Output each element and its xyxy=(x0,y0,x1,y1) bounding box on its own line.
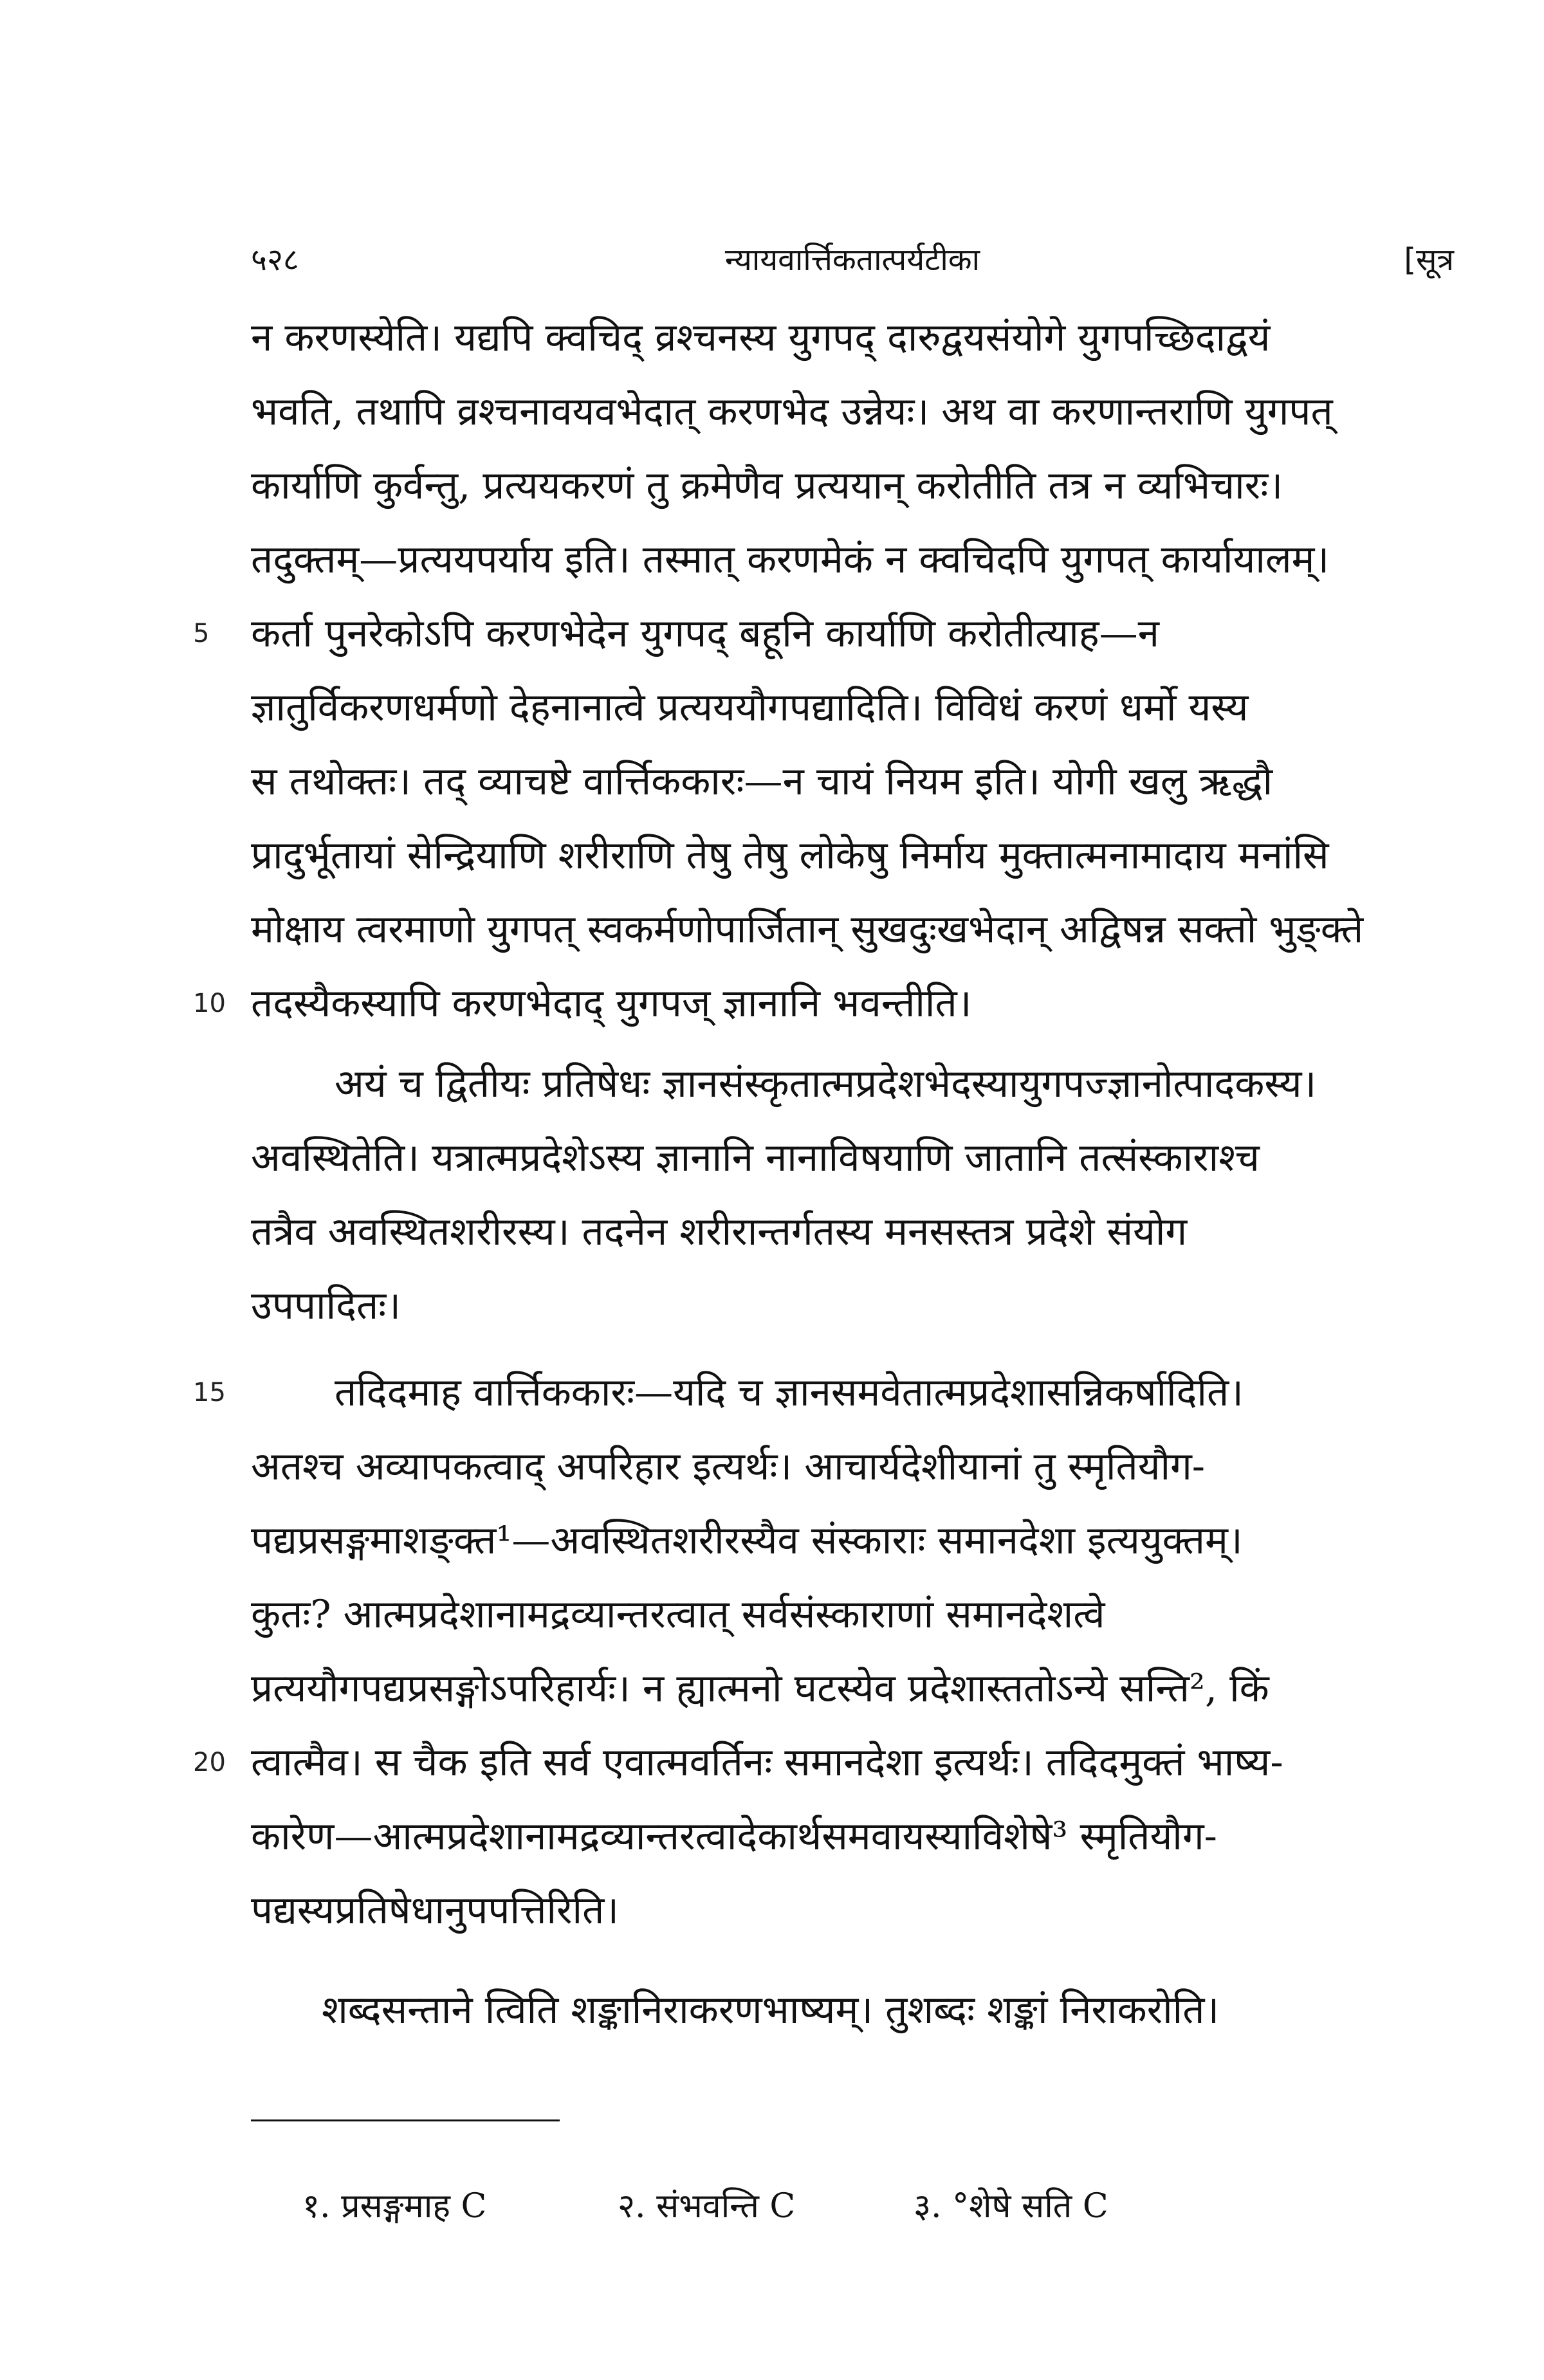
footnote: १. प्रसङ्गमाह C xyxy=(302,2187,487,2226)
text-line: अयं च द्वितीयः प्रतिषेधः ज्ञानसंस्कृतात्मप्रदेशभेदस्यायुगपज्ज्ञानोत्पादकस्य। xyxy=(335,1061,1317,1106)
text-line: कर्ता पुनरेकोऽपि करणभेदेन युगपद् बहूनि कार्याणि करोतीत्याह—न xyxy=(251,611,1159,656)
page-number: ५२८ xyxy=(251,242,299,278)
text-line: कार्याणि कुर्वन्तु, प्रत्ययकरणं तु क्रमेणैव प्रत्ययान् करोतीति तत्र न व्यभिचारः। xyxy=(251,463,1283,508)
text-line: कुतः? आत्मप्रदेशानामद्रव्यान्तरत्वात् सर्वसंस्काराणां समानदेशत्वे xyxy=(251,1592,1105,1637)
footnote: ३. °शेषे सति C xyxy=(914,2187,1108,2226)
text-line: न करणस्येति। यद्यपि क्वचिद् व्रश्चनस्य युगपद् दारुद्वयसंयोगे युगपच्छिदाद्वयं xyxy=(251,315,1271,360)
text-line: भवति, तथापि व्रश्चनावयवभेदात् करणभेद उन्नेयः। अथ वा करणान्तराणि युगपत् xyxy=(251,389,1333,434)
running-title: न्यायवार्त्तिकतात्पर्यटीका xyxy=(724,242,980,278)
text-line: कारेण—आत्मप्रदेशानामद्रव्यान्तरत्वादेकार्थसमवायस्याविशेषे³ स्मृतियौग- xyxy=(251,1814,1217,1859)
line-number: 20 xyxy=(193,1748,226,1777)
footnote-rule xyxy=(251,2119,560,2121)
text-line: ज्ञातुर्विकरणधर्मणो देहनानात्वे प्रत्यययौगपद्यादिति। विविधं करणं धर्मो यस्य xyxy=(251,685,1249,730)
text-line: तदिदमाह वार्त्तिककारः—यदि च ज्ञानसमवेतात्मप्रदेशासन्निकर्षादिति। xyxy=(335,1370,1244,1415)
section-marker: [सूत्र xyxy=(1404,242,1454,278)
line-number: 10 xyxy=(193,989,226,1018)
line-number: 15 xyxy=(193,1378,226,1407)
text-line: मोक्षाय त्वरमाणो युगपत् स्वकर्मणोपार्जितान् सुखदुःखभेदान् अद्विषन्न सक्तो भुङ्क्ते xyxy=(251,907,1364,952)
text-line: उपपादितः। xyxy=(251,1283,401,1328)
text-line: अवस्थितेति। यत्रात्मप्रदेशेऽस्य ज्ञानानि नानाविषयाणि जातानि तत्संस्काराश्च xyxy=(251,1135,1260,1180)
text-line: पद्यस्यप्रतिषेधानुपपत्तिरिति। xyxy=(251,1888,620,1933)
text-line: प्रादुर्भूतायां सेन्द्रियाणि शरीराणि तेषु तेषु लोकेषु निर्माय मुक्तात्मनामादाय मनांसि xyxy=(251,833,1329,878)
text-line: तदस्यैकस्यापि करणभेदाद् युगपज् ज्ञानानि भवन्तीति। xyxy=(251,981,972,1026)
text-line: शब्दसन्ताने त्विति शङ्कानिराकरणभाष्यम्। तुशब्दः शङ्कां निराकरोति। xyxy=(322,1988,1220,2033)
text-line: पद्यप्रसङ्गमाशङ्क्त¹—अवस्थितशरीरस्यैव संस्काराः समानदेशा इत्ययुक्तम्। xyxy=(251,1518,1243,1563)
page-header xyxy=(251,238,1454,289)
line-number: 5 xyxy=(193,619,210,648)
text-line: अतश्च अव्यापकत्वाद् अपरिहार इत्यर्थः। आचार्यदेशीयानां तु स्मृतियौग- xyxy=(251,1444,1206,1489)
text-line: स तथोक्तः। तद् व्याचष्टे वार्त्तिककारः—न चायं नियम इति। योगी खलु ऋद्धौ xyxy=(251,759,1273,804)
text-line: तत्रैव अवस्थितशरीरस्य। तदनेन शरीरान्तर्गतस्य मनसस्तत्र प्रदेशे संयोग xyxy=(251,1209,1188,1254)
text-line: तदुक्तम्—प्रत्ययपर्याय इति। तस्मात् करणमेकं न क्वचिदपि युगपत् कार्यायालम्। xyxy=(251,537,1330,582)
footnote: २. संभवन्ति C xyxy=(618,2187,796,2226)
text-line: प्रत्ययौगपद्यप्रसङ्गोऽपरिहार्यः। न ह्यात्मनो घटस्येव प्रदेशास्ततोऽन्ये सन्ति², किं xyxy=(251,1666,1269,1711)
text-line: त्वात्मैव। स चैक इति सर्व एवात्मवर्तिनः समानदेशा इत्यर्थः। तदिदमुक्तं भाष्य- xyxy=(251,1740,1283,1785)
